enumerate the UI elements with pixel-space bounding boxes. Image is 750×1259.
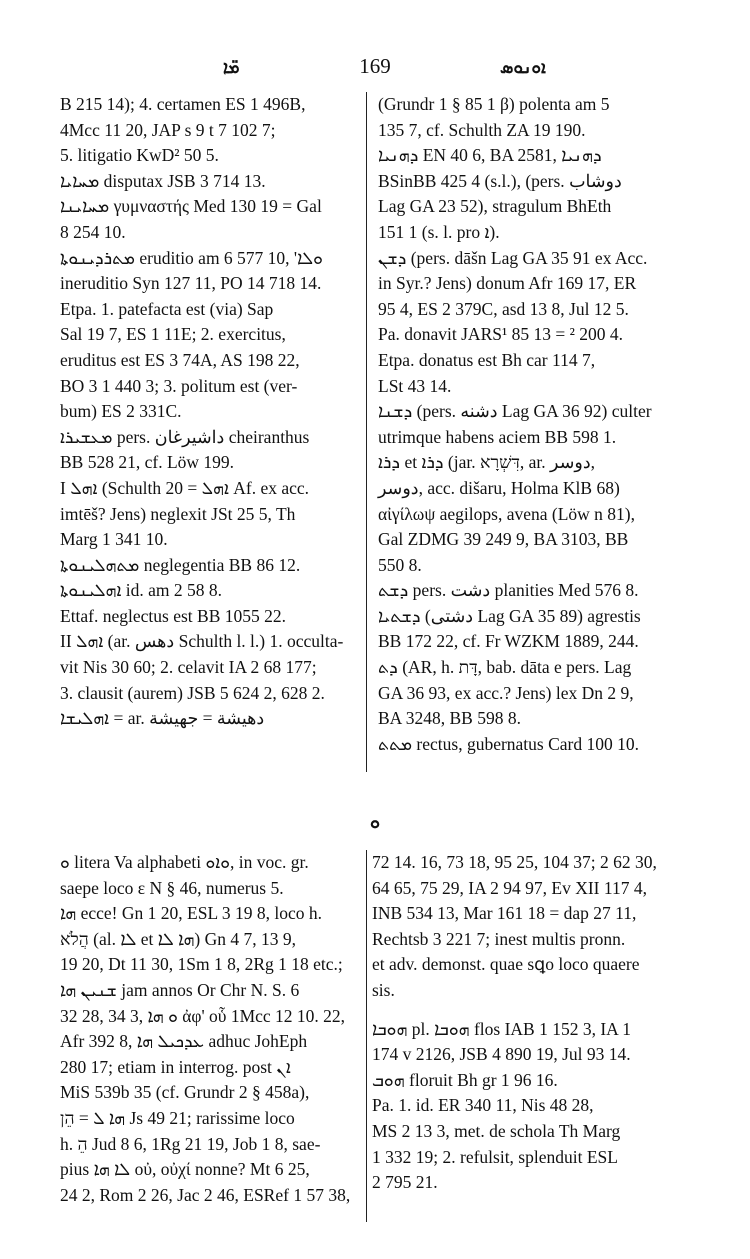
entry-line: ܡܥܫܝܪܐ pers. داشیرغان cheiranthus (60, 426, 310, 447)
entry-line: 135 7, cf. Schulth ZA 19 190. (378, 119, 586, 140)
entry-line: ܕܫܬܝܐ (دشتی Lag GA 35 89) agrestis (378, 605, 641, 626)
entry-line: ܡܚܐܝܐ disputax JSB 3 714 13. (60, 170, 266, 191)
entry-line: 95 4, ES 2 379C, asd 13 8, Jul 12 5. (378, 298, 629, 319)
entry-line: et adv. demonst. quae sꝗo loco quaere (372, 954, 640, 975)
entry-line: ܗܐ ܠ = הֵן Js 49 21; rarissime loco (60, 1107, 295, 1128)
column-bottom-right (372, 850, 702, 1196)
entry-line: BB 172 22, cf. Fr WZKM 1889, 244. (378, 631, 639, 652)
entry-line: دوسر, acc. dišaru, Holma KlB 68) (378, 477, 620, 498)
entry-line: 8 254 10. (60, 221, 126, 242)
entry-line: 24 2, Rom 2 26, Jac 2 46, ESRef 1 57 38, (60, 1184, 351, 1205)
entry-line: ܐܗܠܝܢܘܬܐ id. am 2 58 8. (60, 580, 222, 601)
entry-line: ܕܗܢܝܐ EN 40 6, BA 2581, ܕܗܢܝܐ (378, 145, 602, 166)
entry-line: II ܐܗܠ (ar. دهس Schulth l. l.) 1. occulta- (60, 631, 344, 652)
entry-line: Pa. donavit JARS¹ 85 13 = ² 200 4. (378, 324, 623, 345)
entry-line: INB 534 13, Mar 161 18 = dap 27 11, (372, 903, 637, 924)
column-top-right (378, 92, 708, 757)
entry-line: I ܐܗܠ (Schulth 20 = ܐܗܠ Af. ex acc. (60, 477, 310, 498)
entry-line: 550 8. (378, 554, 422, 575)
entry-line: LSt 43 14. (378, 375, 452, 396)
entry-line: h. הֵ Jud 8 6, 1Rg 21 19, Job 1 8, sae- (60, 1133, 321, 1154)
entry-line: eruditus est ES 3 74A, AS 198 22, (60, 349, 300, 370)
entry-line: ܡܬܬ rectus, gubernatus Card 100 10. (378, 733, 639, 754)
entry-line: ܕܫܢܐ (pers. دشنه Lag GA 36 92) culter (378, 401, 652, 422)
entry-line: utrimque habens aciem BB 598 1. (378, 426, 617, 447)
header-left-guide: ܡ̈ܐ (223, 58, 240, 78)
entry-line: 174 v 2126, JSB 4 890 19, Jul 93 14. (372, 1044, 631, 1065)
entry-line: ܡܬܪܕܝܢܘܬܐ eruditio am 6 577 10, 'ܘܠܐ (60, 247, 323, 268)
entry-line: 72 14. 16, 73 18, 95 25, 104 37; 2 62 30, (372, 852, 657, 872)
entry-line: αἰγίλωψ aegilops, avena (Löw n 81), (378, 503, 636, 524)
entry-line: MS 2 13 3, met. de schola Th Marg (372, 1120, 621, 1141)
entry-line: 3. clausit (aurem) JSB 5 624 2, 628 2. (60, 682, 325, 703)
entry-line: Ettaf. neglectus est BB 1055 22. (60, 605, 287, 626)
entry-line: sis. (372, 979, 395, 1000)
entry-line: ܗܘܒ floruit Bh gr 1 96 16. (372, 1069, 558, 1090)
page-number: 169 (359, 54, 391, 78)
entry-line: 64 65, 75 29, IA 2 94 97, Ev XII 117 4, (372, 877, 647, 898)
entry-line: pius ܠܐ ܗܐ οὐ, οὐχί nonne? Mt 6 25, (60, 1159, 310, 1180)
entry-line: Rechtsb 3 221 7; inest multis pronn. (372, 928, 626, 949)
entry-line: הֲלֹא (al. ܠܐ et ܗܐ ܠܐ) Gn 4 7, 13 9, (60, 928, 297, 949)
entry-line: 1 332 19; 2. refulsit, splenduit ESL (372, 1146, 618, 1167)
entry-line: 4Mcc 11 20, JAP s 9 t 7 102 7; (60, 119, 276, 140)
entry-line: BO 3 1 440 3; 3. politum est (ver- (60, 375, 298, 396)
entry-line: vit Nis 30 60; 2. celavit IA 2 68 177; (60, 657, 317, 678)
entry-line: 5. litigatio KwD² 50 5. (60, 145, 219, 166)
entry-line: B 215 14); 4. certamen ES 1 496B, (60, 94, 306, 114)
entry-line: Sal 19 7, ES 1 11E; 2. exercitus, (60, 324, 286, 345)
entry-line: bum) ES 2 331C. (60, 401, 182, 422)
entry-line: ܕܬ (AR, h. דָּת, bab. dāta e pers. Lag (378, 657, 632, 678)
entry-line: MiS 539b 35 (cf. Grundr 2 § 458a), (60, 1082, 310, 1103)
entry-line: saepe loco ε N § 46, numerus 5. (60, 877, 284, 898)
entry-line: ܡܬܗܠܝܢܘܬܐ neglegentia BB 86 12. (60, 554, 301, 575)
entry-line: 151 1 (s. l. pro ܐ). (378, 221, 500, 242)
column-top-left (60, 92, 375, 732)
entry-line: Pa. 1. id. ER 340 11, Nis 48 28, (372, 1095, 594, 1116)
entry-line: (Grundr 1 § 85 1 β) polenta am 5 (378, 94, 610, 114)
entry-line: in Syr.? Jens) donum Afr 169 17, ER (378, 273, 637, 294)
entry-line: ܗܘܒܐ pl. ܗܘܒܐ flos IAB 1 152 3, IA 1 (372, 1018, 631, 1039)
entry-line: BA 3248, BB 598 8. (378, 708, 521, 729)
section-letter-mark: ܘ (369, 812, 381, 833)
entry-line: Afr 392 8, ܥܕܟܝܠ ܗܐ adhuc JohEph (60, 1031, 308, 1052)
entry-line: ܕܫܢ (pers. dāšn Lag GA 35 91 ex Acc. (378, 247, 648, 268)
entry-line: imtēš? Jens) neglexit JSt 25 5, Th (60, 503, 296, 524)
column-bottom-left (60, 850, 365, 1208)
entry-line: Gal ZDMG 39 249 9, BA 3103, BB (378, 529, 629, 550)
entry-line: ܡܚܐܝܢܐ γυμναστής Med 130 19 = Gal (60, 196, 322, 217)
entry-line: ܘ litera Va alphabeti ܘܐܘ, in voc. gr. (60, 852, 309, 872)
header-right-guide: ܐܘܢܘܣ (500, 58, 546, 78)
page-header (0, 54, 750, 84)
entry-spacer (372, 1004, 702, 1017)
entry-line: ineruditio Syn 127 11, PO 14 718 14. (60, 273, 322, 294)
entry-line: Etpa. 1. patefacta est (via) Sap (60, 298, 274, 319)
entry-line: ܕܫܬ pers. دشت planities Med 576 8. (378, 580, 639, 601)
entry-line: Etpa. donatus est Bh car 114 7, (378, 349, 596, 370)
entry-line: ܫܢܝܢ ܗܐ jam annos Or Chr N. S. 6 (60, 979, 300, 1000)
entry-line: 32 28, 34 3, ܘ ܗܐ ἀφ' οὗ 1Mcc 12 10. 22, (60, 1005, 346, 1026)
column-divider-bottom (366, 850, 367, 1222)
entry-line: BB 528 21, cf. Löw 199. (60, 452, 235, 473)
entry-line: ܕܪܐ et ܕܪܐ (jar. דִּשְׁרָא, ar. دوسر, (378, 452, 595, 473)
entry-line: ܗܐ ecce! Gn 1 20, ESL 3 19 8, loco h. (60, 903, 322, 924)
entry-line: GA 36 93, ex acc.? Jens) lex Dn 2 9, (378, 682, 634, 703)
entry-line: 2 795 21. (372, 1172, 438, 1193)
entry-line: Lag GA 23 52), stragulum BhEth (378, 196, 612, 217)
entry-line: BSinBB 425 4 (s.l.), (pers. دوشاب (378, 170, 622, 191)
entry-line: Marg 1 341 10. (60, 529, 168, 550)
entry-line: ܐܗܠܝܫܐ = ar. دهیشة = جهیشة (60, 708, 265, 729)
entry-line: 280 17; etiam in interrog. post ܐܢ (60, 1056, 291, 1077)
entry-line: 19 20, Dt 11 30, 1Sm 1 8, 2Rg 1 18 etc.; (60, 954, 343, 975)
